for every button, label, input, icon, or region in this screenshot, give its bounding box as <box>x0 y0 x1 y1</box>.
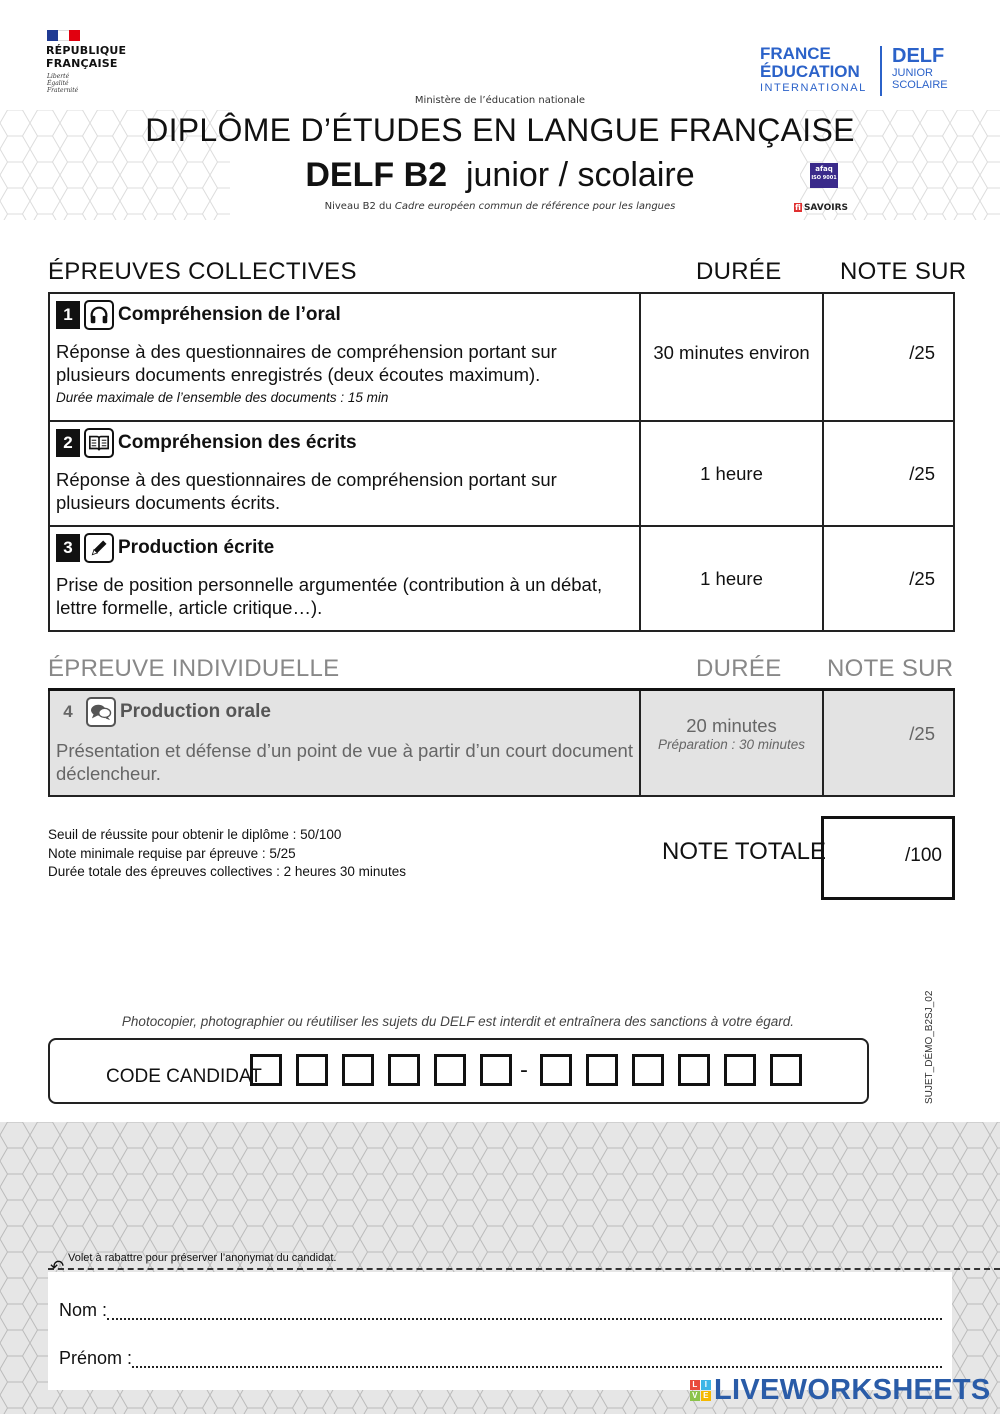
epreuve-title: Compréhension des écrits <box>118 432 357 453</box>
liveworksheets-tiles-icon <box>690 1380 711 1401</box>
delf-line1: DELF <box>892 45 945 67</box>
book-icon <box>84 428 114 458</box>
fold-line <box>48 1268 1000 1270</box>
pencil-icon <box>84 533 114 563</box>
code-digit-box[interactable] <box>296 1054 328 1086</box>
note-minimale-text: Note minimale requise par épreuve : 5/25 <box>48 845 296 861</box>
headphones-icon <box>84 300 114 330</box>
fi-savoirs-mark: fi <box>795 203 801 212</box>
epreuve-description: Présentation et défense d’un point de vue à partir d’un court document déclencheur. <box>56 740 633 784</box>
code-digit-box[interactable] <box>388 1054 420 1086</box>
sujet-code: SUJET_DÉMO_B2SJ_02 <box>924 990 935 1104</box>
rf-motto-1: Liberté <box>47 73 70 80</box>
collective-duree-header: DURÉE <box>696 258 782 285</box>
fei-line1: FRANCE <box>760 44 831 63</box>
niveau-label <box>0 201 1000 212</box>
code-digit-box[interactable] <box>342 1054 374 1086</box>
lw-tile: I <box>701 1380 711 1390</box>
delf-junior-logo <box>892 45 948 91</box>
fei-line3: INTERNATIONAL <box>760 82 867 94</box>
liveworksheets-text: LIVEWORKSHEETS <box>714 1374 991 1406</box>
france-education-international-logo <box>760 45 867 95</box>
exam-title-bold: DELF B2 <box>305 156 448 194</box>
epreuve-duree: 1 heure <box>640 421 823 526</box>
code-separator: - <box>520 1058 528 1083</box>
code-digit-box[interactable] <box>678 1054 710 1086</box>
epreuve-row-4 <box>49 690 954 796</box>
code-digit-box[interactable] <box>434 1054 466 1086</box>
epreuve-duree: 1 heure <box>640 526 823 631</box>
epreuve-duree: 30 minutes environ <box>640 293 823 421</box>
epreuve-number: 3 <box>56 534 80 562</box>
code-digit-box[interactable] <box>632 1054 664 1086</box>
epreuve-description: Réponse à des questionnaires de compréhension portant sur plusieurs documents écrits. <box>56 469 557 513</box>
epreuve-description: Réponse à des questionnaires de compréhension portant sur plusieurs documents enregistrés (deux écoutes maximum). <box>56 341 557 385</box>
exam-title <box>0 156 1000 195</box>
epreuve-number: 1 <box>56 301 80 329</box>
copyright-warning: Photocopier, photographier ou réutiliser les sujets du DELF est interdit et entraînera des sanctions à votre égard. <box>121 1014 795 1029</box>
nom-label: Nom : <box>59 1300 108 1320</box>
epreuve-score: /25 <box>823 526 954 631</box>
epreuve-score: /25 <box>823 690 954 796</box>
fi-savoirs-logo <box>794 203 848 213</box>
exam-title-light: junior / scolaire <box>465 156 695 194</box>
speech-bubbles-icon <box>86 697 116 727</box>
code-digit-box[interactable] <box>540 1054 572 1086</box>
niveau-italic: Cadre européen commun de référence pour les langues <box>394 201 676 212</box>
note-totale-box[interactable] <box>821 816 955 900</box>
epreuve-row-2 <box>49 421 954 526</box>
rf-motto-2: Égalité <box>47 80 69 87</box>
delf-line2: JUNIOR <box>892 67 933 79</box>
republique-francaise-logo <box>46 44 126 70</box>
page-title: DIPLÔME D’ÉTUDES EN LANGUE FRANÇAISE <box>145 112 855 148</box>
prenom-label: Prénom : <box>59 1348 133 1368</box>
code-digit-box[interactable] <box>770 1054 802 1086</box>
individual-section-label: ÉPREUVE INDIVIDUELLE <box>48 655 340 682</box>
french-flag-icon <box>47 30 80 41</box>
epreuve-note: Durée maximale de l’ensemble des documents : 15 min <box>56 390 389 405</box>
fold-arrow-icon: ↶ <box>50 1257 65 1277</box>
afaq-iso-text: ISO 9001 <box>811 175 837 181</box>
niveau-prefix: Niveau B2 du <box>324 201 395 212</box>
epreuve-description: Prise de position personnelle argumentée (contribution à un débat, lettre formelle, article critique…). <box>56 574 603 618</box>
ministere-label: Ministère de l’éducation nationale <box>414 95 586 106</box>
volet-label: Volet à rabattre pour préserver l’anonymat du candidat. <box>68 1252 337 1264</box>
individual-note-header: NOTE SUR <box>827 655 954 682</box>
fei-line2: ÉDUCATION <box>760 62 860 81</box>
summary-info <box>48 826 406 882</box>
logo-separator <box>880 46 882 96</box>
code-digit-box[interactable] <box>586 1054 618 1086</box>
collective-table <box>48 292 955 632</box>
rf-name-line2: FRANÇAISE <box>46 57 118 70</box>
anonymity-pane <box>48 1272 952 1390</box>
lw-tile: E <box>701 1391 711 1401</box>
duree-totale-text: Durée totale des épreuves collectives : 2 heures 30 minutes <box>48 864 406 879</box>
code-digit-box[interactable] <box>724 1054 756 1086</box>
prenom-field[interactable] <box>132 1366 942 1368</box>
individual-duree-header: DURÉE <box>696 655 782 682</box>
code-candidat-label: CODE CANDIDAT <box>106 1066 262 1087</box>
epreuve-title: Compréhension de l’oral <box>118 304 341 325</box>
delf-line3: SCOLAIRE <box>892 79 948 91</box>
code-digit-box[interactable] <box>480 1054 512 1086</box>
note-totale-label: NOTE TOTALE <box>662 838 827 865</box>
afaq-text: afaq <box>815 165 833 173</box>
rf-name-line1: RÉPUBLIQUE <box>46 44 127 57</box>
liveworksheets-logo <box>690 1374 991 1407</box>
seuil-text: Seuil de réussite pour obtenir le diplôme : 50/100 <box>48 827 342 842</box>
epreuve-title: Production écrite <box>118 537 275 558</box>
epreuve-number: 4 <box>63 702 73 721</box>
epreuve-row-1 <box>49 293 954 421</box>
note-totale-value: /100 <box>905 845 942 866</box>
rf-motto-3: Fraternité <box>47 87 79 94</box>
nom-field[interactable] <box>107 1318 942 1320</box>
code-digit-box[interactable] <box>250 1054 282 1086</box>
epreuve-score: /25 <box>823 421 954 526</box>
individual-table <box>48 688 955 797</box>
epreuve-row-3 <box>49 526 954 631</box>
collective-section-label: ÉPREUVES COLLECTIVES <box>48 258 357 285</box>
afaq-iso-logo <box>810 163 838 188</box>
epreuve-preparation: Préparation : 30 minutes <box>657 737 806 753</box>
lw-tile: L <box>690 1380 700 1390</box>
epreuve-duree: 20 minutes <box>686 715 777 737</box>
epreuve-number: 2 <box>56 429 80 457</box>
epreuve-score: /25 <box>823 293 954 421</box>
lw-tile: V <box>690 1391 700 1401</box>
epreuve-title: Production orale <box>120 701 271 722</box>
collective-note-header: NOTE SUR <box>840 258 967 285</box>
savoirs-text: SAVOIRS <box>803 203 848 213</box>
code-candidat-box <box>48 1038 869 1104</box>
rf-motto <box>47 73 78 94</box>
